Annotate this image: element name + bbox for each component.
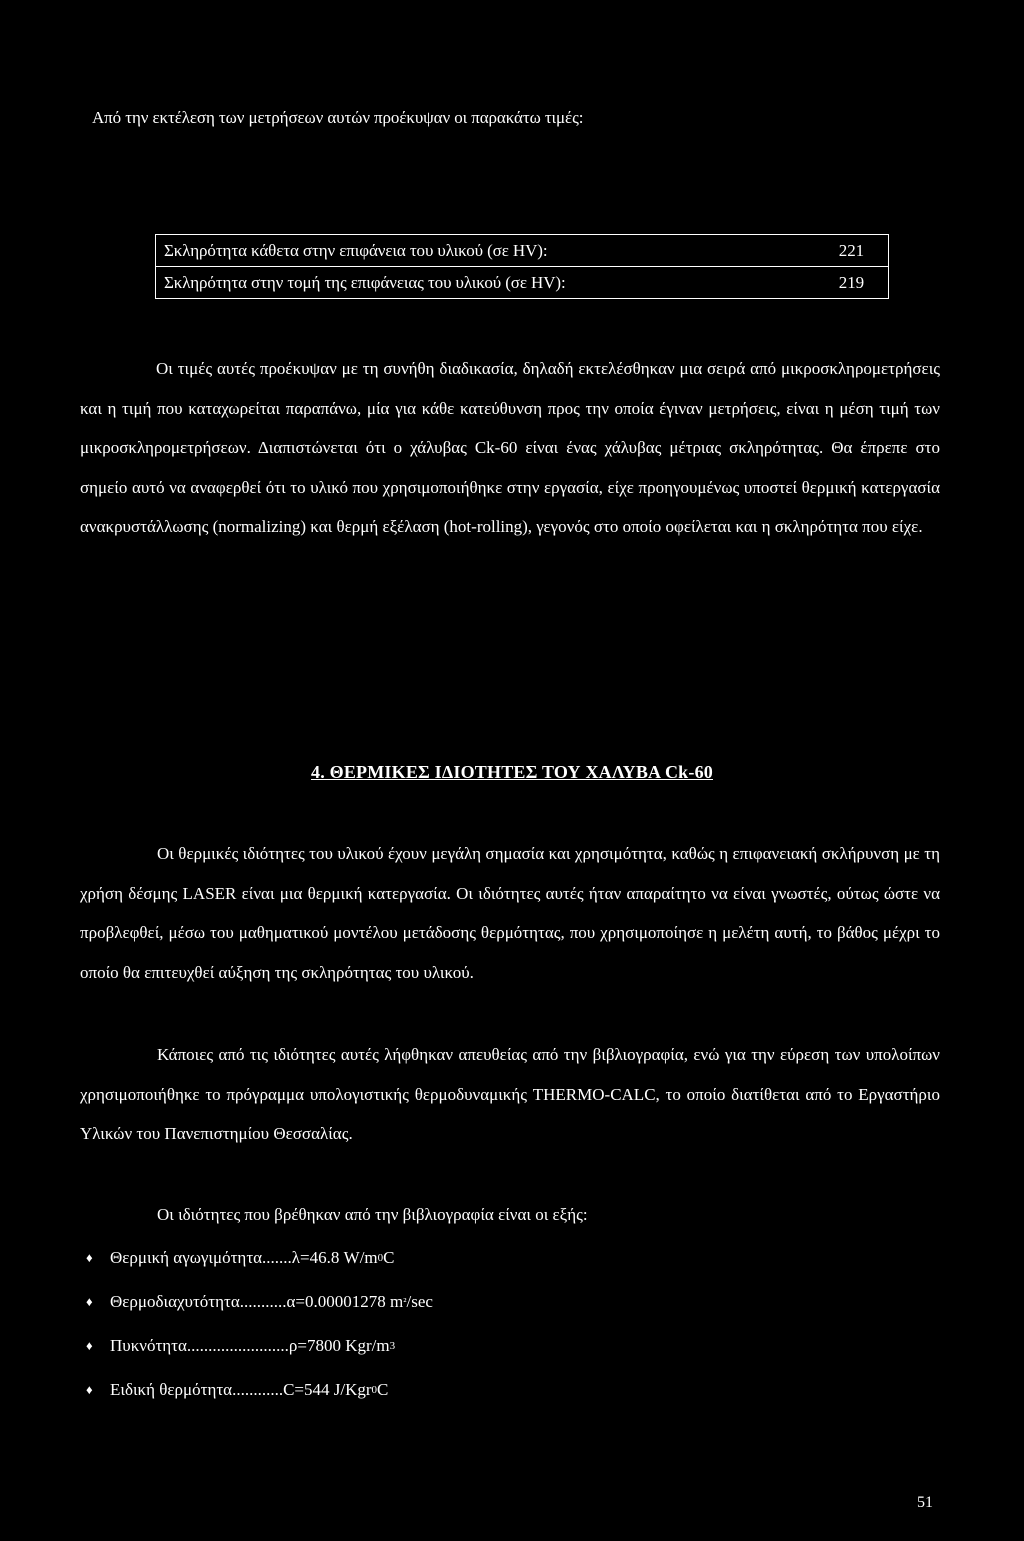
property-superscript: 0 (371, 1384, 378, 1396)
property-suffix: C (377, 1380, 389, 1399)
diamond-bullet-icon: ♦ (86, 1338, 93, 1353)
paragraph-properties-intro: Οι ιδιότητες που βρέθηκαν από την βιβλιογραφία είναι οι εξής: (157, 1205, 588, 1224)
table-cell-label: Σκληρότητα κάθετα στην επιφάνεια του υλικού (σε HV): (156, 235, 797, 267)
table-row (156, 267, 889, 299)
table-cell-value: 219 (796, 267, 889, 299)
page-number: 51 (917, 1494, 933, 1511)
property-suffix: C (383, 1248, 395, 1267)
paragraph-hardness-discussion: Οι τιμές αυτές προέκυψαν με τη συνήθη διαδικασία, δηλαδή εκτελέσθηκαν μια σειρά από μικροσκληρομετρήσεις και η τιμή που καταχωρείται παραπάνω, μία για κάθε κατεύθυνση προς την οποία έγιναν μετρήσεις, είναι η μέση τιμή των μικροσκληρομετρήσεων. Διαπιστώνεται ότι ο χάλυβας Ck-60 είναι ένας χάλυβας μέτριας σκληρότητας. Θα έπρεπε στο σημείο αυτό να αναφερθεί ότι το υλικό που χρησιμοποιήθηκε στην εργασία, είχε προηγουμένως υποστεί θερμική κατεργασία ανακρυστάλλωσης (normalizing) και θερμή εξέλαση (hot-rolling), γεγονός στο οποίο οφείλεται και η σκληρότητα που είχε. (80, 359, 940, 536)
list-item (86, 1324, 433, 1368)
table-row (156, 235, 889, 267)
property-suffix: /sec (406, 1292, 433, 1311)
hardness-table (155, 234, 889, 299)
list-item (86, 1280, 433, 1324)
property-superscript: ² (403, 1296, 407, 1308)
table-cell-label: Σκληρότητα στην τομή της επιφάνειας του υλικού (σε HV): (156, 267, 797, 299)
diamond-bullet-icon: ♦ (86, 1382, 93, 1397)
property-text: Πυκνότητα........................ρ=7800 Kgr/m (110, 1336, 390, 1355)
table-cell-value: 221 (796, 235, 889, 267)
property-superscript: 0 (377, 1252, 384, 1264)
property-text: Θερμική αγωγιμότητα.......λ=46.8 W/m (110, 1248, 378, 1267)
property-text: Θερμοδιαχυτότητα...........α=0.00001278 m (110, 1292, 404, 1311)
paragraph-thermo-calc: Κάποιες από τις ιδιότητες αυτές λήφθηκαν απευθείας από την βιβλιογραφία, ενώ για την εύρεση των υπολοίπων χρησιμοποιήθηκε το πρόγραμμα υπολογιστικής θερμοδυναμικής THERMO-CALC, το οποίο διατίθεται από το Εργαστήριο Υλικών του Πανεπιστημίου Θεσσαλίας. (80, 1045, 940, 1143)
diamond-bullet-icon: ♦ (86, 1294, 93, 1309)
section-heading: 4. ΘΕΡΜΙΚΕΣ ΙΔΙΟΤΗΤΕΣ ΤΟΥ ΧΑΛΥΒΑ Ck-60 (311, 762, 713, 782)
intro-text: Από την εκτέλεση των μετρήσεων αυτών προέκυψαν οι παρακάτω τιμές: (92, 108, 584, 127)
diamond-bullet-icon: ♦ (86, 1250, 93, 1265)
property-text: Ειδική θερμότητα............C=544 J/Kgr (110, 1380, 372, 1399)
list-item (86, 1368, 433, 1412)
properties-list (86, 1236, 433, 1412)
property-superscript: 3 (389, 1340, 396, 1352)
list-item (86, 1236, 433, 1280)
paragraph-thermal-intro: Οι θερμικές ιδιότητες του υλικού έχουν μεγάλη σημασία και χρησιμότητα, καθώς η επιφανειακή σκλήρυνση με τη χρήση δέσμης LASER είναι μια θερμική κατεργασία. Οι ιδιότητες αυτές ήταν απαραίτητο να είναι γνωστές, ούτως ώστε να προβλεφθεί, μέσω του μαθηματικού μοντέλου μετάδοσης θερμότητας, που χρησιμοποίησε η μελέτη αυτή, το βάθος μέχρι το οποίο θα επιτευχθεί αύξηση της σκληρότητας του υλικού. (80, 844, 940, 982)
